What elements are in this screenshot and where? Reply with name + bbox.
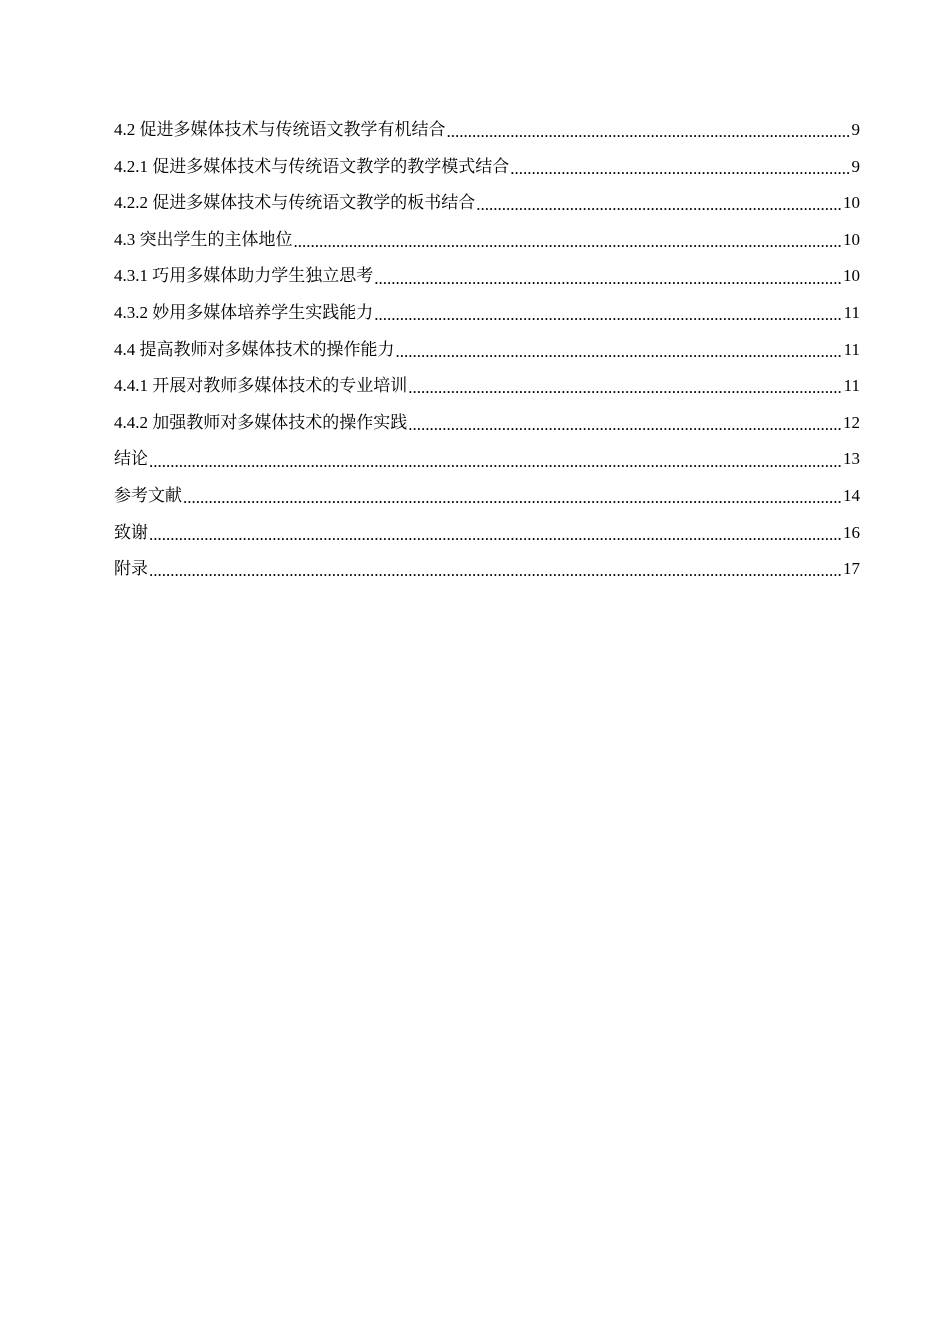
toc-dot-leader bbox=[408, 413, 842, 433]
toc-entry-title: 致谢 bbox=[114, 522, 148, 542]
toc-entry[interactable] bbox=[114, 368, 860, 405]
toc-dot-leader bbox=[149, 523, 842, 543]
toc-page-number: 13 bbox=[843, 449, 860, 469]
toc-page-number: 10 bbox=[843, 266, 860, 286]
toc-dot-leader bbox=[374, 303, 842, 323]
toc-page-number: 9 bbox=[851, 120, 860, 139]
toc-entry[interactable] bbox=[114, 478, 860, 515]
toc-entry-title: 4.2.1 促进多媒体技术与传统语文教学的教学模式结合 bbox=[114, 156, 510, 176]
toc-page-number: 11 bbox=[843, 339, 860, 359]
toc-entry[interactable] bbox=[114, 222, 860, 259]
toc-page-number: 16 bbox=[843, 522, 860, 542]
toc-entry[interactable] bbox=[114, 258, 860, 295]
toc-page-number: 10 bbox=[843, 193, 860, 213]
toc-page-number: 14 bbox=[843, 485, 860, 505]
toc-entry-title: 4.2 促进多媒体技术与传统语文教学有机结合 bbox=[114, 120, 446, 139]
toc-dot-leader bbox=[183, 486, 842, 506]
toc-entry[interactable] bbox=[114, 551, 860, 588]
toc-dot-leader bbox=[149, 450, 842, 470]
toc-entry[interactable] bbox=[114, 515, 860, 552]
toc-entry[interactable] bbox=[114, 112, 860, 149]
toc-page-number: 12 bbox=[843, 412, 860, 432]
toc-entry-title: 4.4 提高教师对多媒体技术的操作能力 bbox=[114, 339, 395, 359]
toc-entry[interactable] bbox=[114, 149, 860, 186]
toc-entry[interactable] bbox=[114, 295, 860, 332]
toc-entry-title: 4.4.2 加强教师对多媒体技术的操作实践 bbox=[114, 412, 408, 432]
toc-page-number: 10 bbox=[843, 229, 860, 249]
toc-entry-title: 4.2.2 促进多媒体技术与传统语文教学的板书结合 bbox=[114, 193, 476, 213]
toc-page-number: 17 bbox=[843, 559, 860, 579]
toc-entry[interactable] bbox=[114, 441, 860, 478]
toc-dot-leader bbox=[294, 230, 843, 250]
toc-entry[interactable] bbox=[114, 405, 860, 442]
toc-dot-leader bbox=[408, 376, 842, 396]
toc-entry-title: 4.3 突出学生的主体地位 bbox=[114, 229, 293, 249]
toc-dot-leader bbox=[510, 157, 850, 177]
toc-entry-title: 4.3.2 妙用多媒体培养学生实践能力 bbox=[114, 302, 374, 322]
toc-dot-leader bbox=[447, 120, 851, 140]
toc-entry[interactable] bbox=[114, 332, 860, 369]
toc-entry-title: 附录 bbox=[114, 559, 148, 579]
toc-page-number: 11 bbox=[843, 376, 860, 396]
toc-entry-title: 4.4.1 开展对教师多媒体技术的专业培训 bbox=[114, 376, 408, 396]
toc-entry-title: 参考文献 bbox=[114, 485, 182, 505]
toc-entry-title: 4.3.1 巧用多媒体助力学生独立思考 bbox=[114, 266, 374, 286]
toc-page-number: 9 bbox=[851, 156, 860, 176]
toc-entry[interactable] bbox=[114, 185, 860, 222]
toc-entry-title: 结论 bbox=[114, 449, 148, 469]
toc-dot-leader bbox=[396, 340, 843, 360]
toc-dot-leader bbox=[149, 559, 842, 579]
toc-page-number: 11 bbox=[843, 302, 860, 322]
table-of-contents bbox=[114, 112, 860, 588]
toc-dot-leader bbox=[374, 267, 842, 287]
toc-dot-leader bbox=[476, 193, 842, 213]
